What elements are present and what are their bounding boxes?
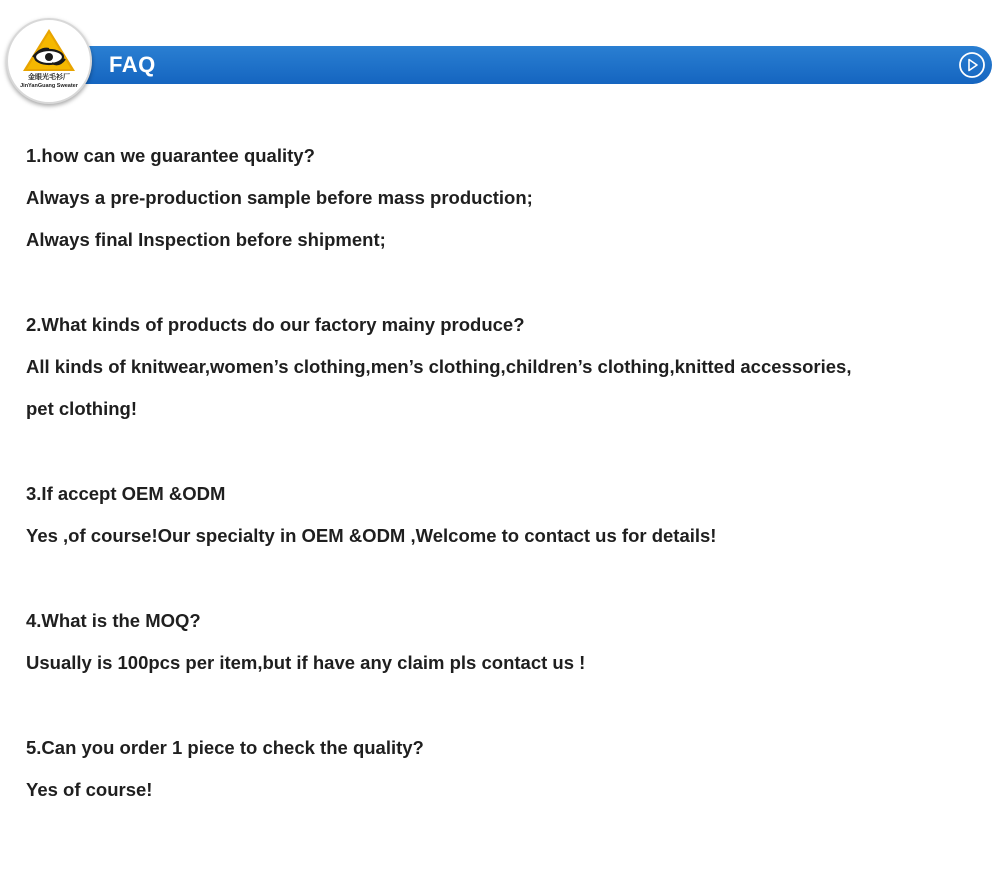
faq-question-3: 3.If accept OEM &ODM	[26, 483, 226, 504]
faq-answer-1-2: Always final Inspection before shipment;	[26, 229, 386, 250]
faq-question-4: 4.What is the MOQ?	[26, 610, 201, 631]
faq-answer-5-1: Yes of course!	[26, 779, 153, 800]
play-circle-icon[interactable]	[958, 51, 986, 79]
faq-answer-2-2: pet clothing!	[26, 398, 137, 419]
faq-answer-3-1: Yes ,of course!Our specialty in OEM &ODM ,Welcome to contact us for details!	[26, 525, 717, 546]
faq-question-2: 2.What kinds of products do our factory mainy produce?	[26, 314, 525, 335]
faq-question-5: 5.Can you order 1 piece to check the quality?	[26, 737, 424, 758]
faq-question-1: 1.how can we guarantee quality?	[26, 145, 315, 166]
faq-answer-1-1: Always a pre-production sample before mass production;	[26, 187, 533, 208]
faq-answer-4-1: Usually is 100pcs per item,but if have any claim pls contact us !	[26, 652, 586, 673]
page-title: FAQ	[109, 52, 156, 77]
logo-chinese-text: 金眼光毛衫厂	[28, 73, 70, 81]
header-bar	[62, 46, 992, 84]
pyramid-eye-icon	[19, 27, 79, 73]
logo-english-text: JinYanGuang Sweater	[20, 83, 78, 89]
faq-answer-2-1: All kinds of knitwear,women’s clothing,men’s clothing,children’s clothing,knitted accessories,	[26, 356, 852, 377]
